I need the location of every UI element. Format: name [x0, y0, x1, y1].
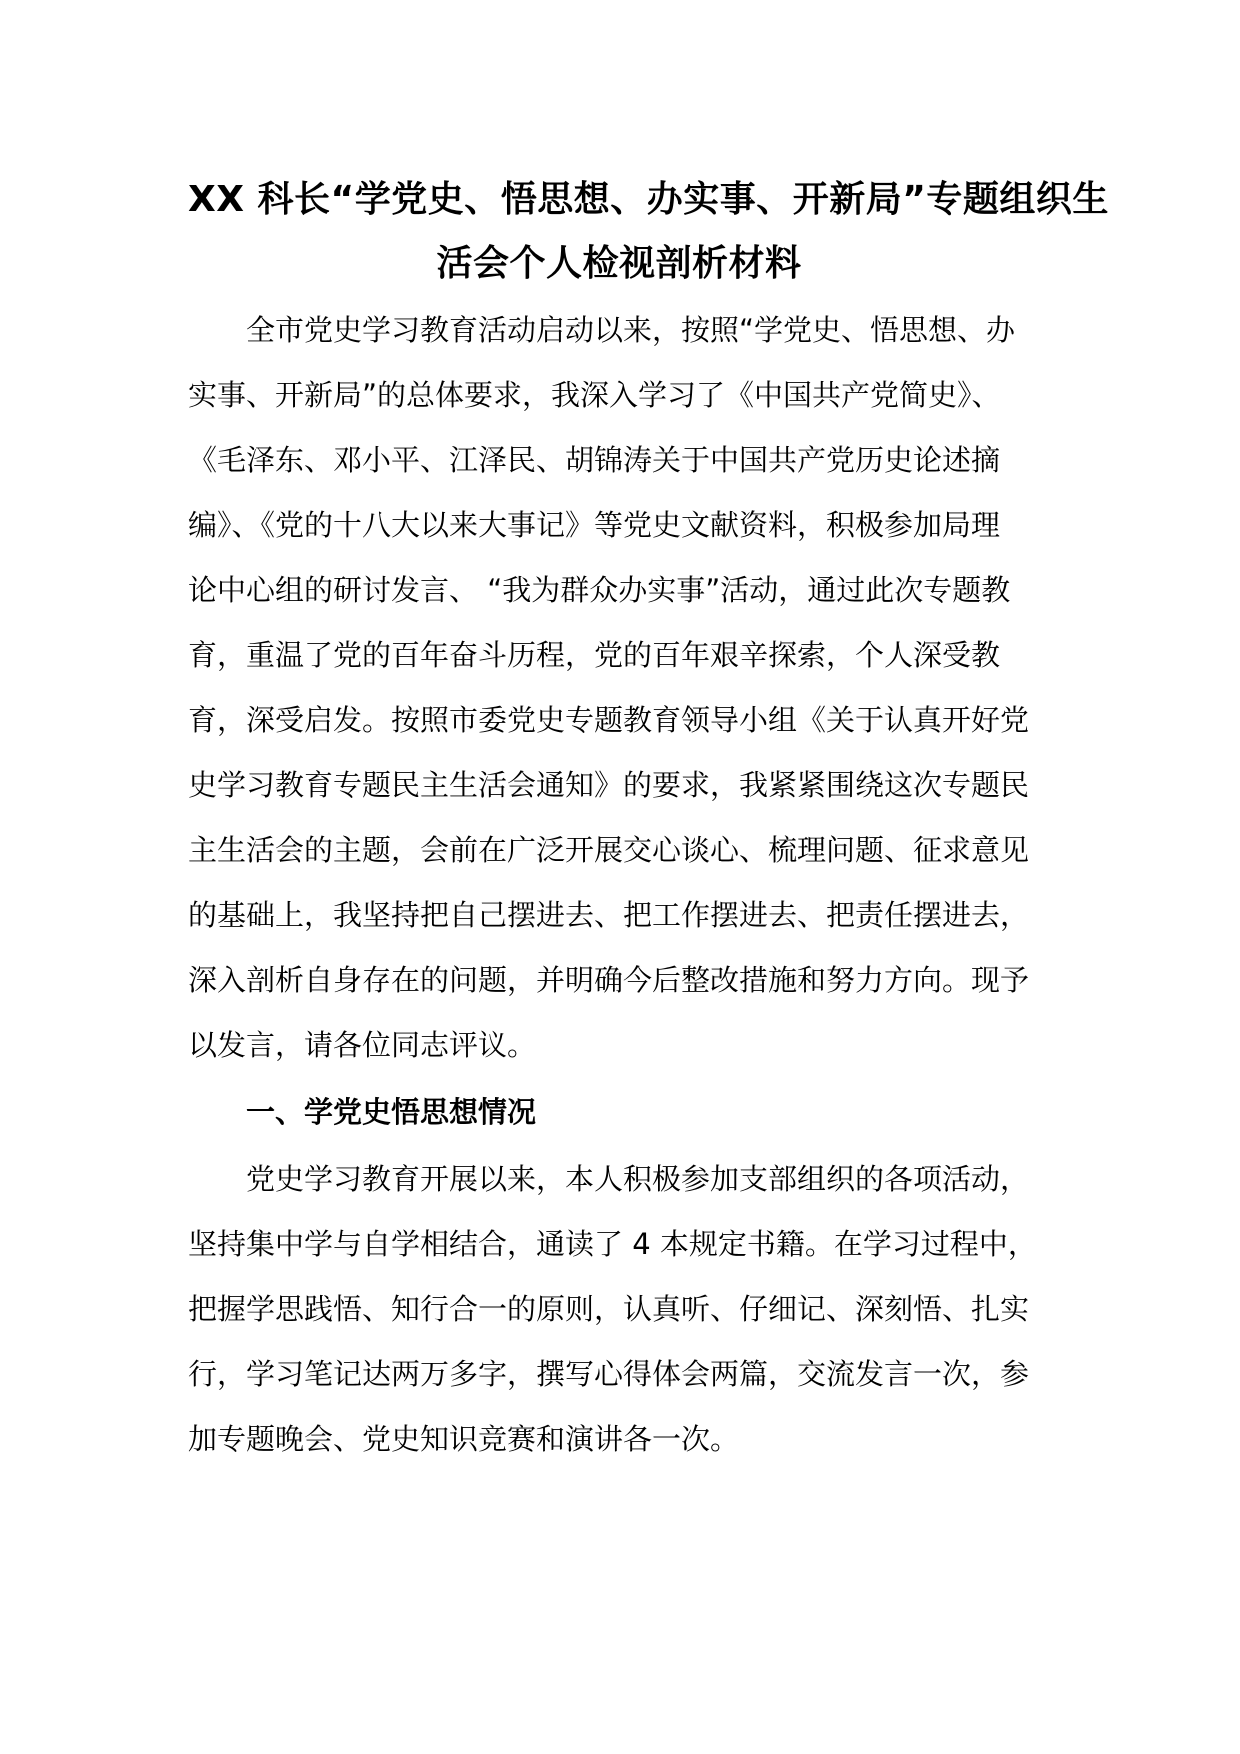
intro-paragraph [188, 298, 1050, 1078]
text-line: 主生活会的主题，会前在广泛开展交心谈心、梳理问题、征求意见 [188, 833, 1030, 867]
section-heading: 一、学党史悟思想情况 [246, 1095, 537, 1129]
text-line: 把握学思践悟、知行合一的原则，认真听、仔细记、深刻悟、扎实 [188, 1292, 1030, 1326]
text-line: 实事、开新局”的总体要求，我深入学习了《中国共产党简史》、 [188, 378, 1001, 412]
title-line: 活会个人检视剖析材料 [436, 243, 802, 284]
title-line: XX 科长“学党史、悟思想、办实事、开新局”专题组织生 [188, 179, 1109, 220]
text-line: 加专题晚会、党史知识竞赛和演讲各一次。 [188, 1422, 740, 1456]
document-title [188, 168, 1109, 296]
text-line: 《毛泽东、邓小平、江泽民、胡锦涛关于中国共产党历史论述摘 [188, 443, 1001, 477]
text-line: 育，重温了党的百年奋斗历程，党的百年艰辛探索，个人深受教 [188, 638, 1001, 672]
document-page [188, 168, 1109, 1472]
text-line: 党史学习教育开展以来，本人积极参加支部组织的各项活动， [246, 1162, 1030, 1196]
text-line: 的基础上，我坚持把自己摆进去、把工作摆进去、把责任摆进去， [188, 898, 1030, 932]
text-line: 全市党史学习教育活动启动以来，按照“学党史、悟思想、办 [246, 313, 1016, 347]
text-line: 编》、《党的十八大以来大事记》等党史文献资料，积极参加局理 [188, 508, 1001, 542]
text-line: 行，学习笔记达两万多字，撰写心得体会两篇，交流发言一次，参 [188, 1357, 1030, 1391]
section1-paragraph [188, 1147, 1050, 1472]
text-line: 史学习教育专题民主生活会通知》的要求，我紧紧围绕这次专题民 [188, 768, 1030, 802]
text-line: 论中心组的研讨发言、 “我为群众办实事”活动，通过此次专题教 [188, 573, 1011, 607]
text-line: 深入剖析自身存在的问题，并明确今后整改措施和努力方向。现予 [188, 963, 1030, 997]
text-line: 育，深受启发。按照市委党史专题教育领导小组《关于认真开好党 [188, 703, 1030, 737]
text-line: 坚持集中学与自学相结合，通读了 4 本规定书籍。在学习过程中， [188, 1227, 1037, 1261]
text-line: 以发言，请各位同志评议。 [188, 1028, 537, 1062]
